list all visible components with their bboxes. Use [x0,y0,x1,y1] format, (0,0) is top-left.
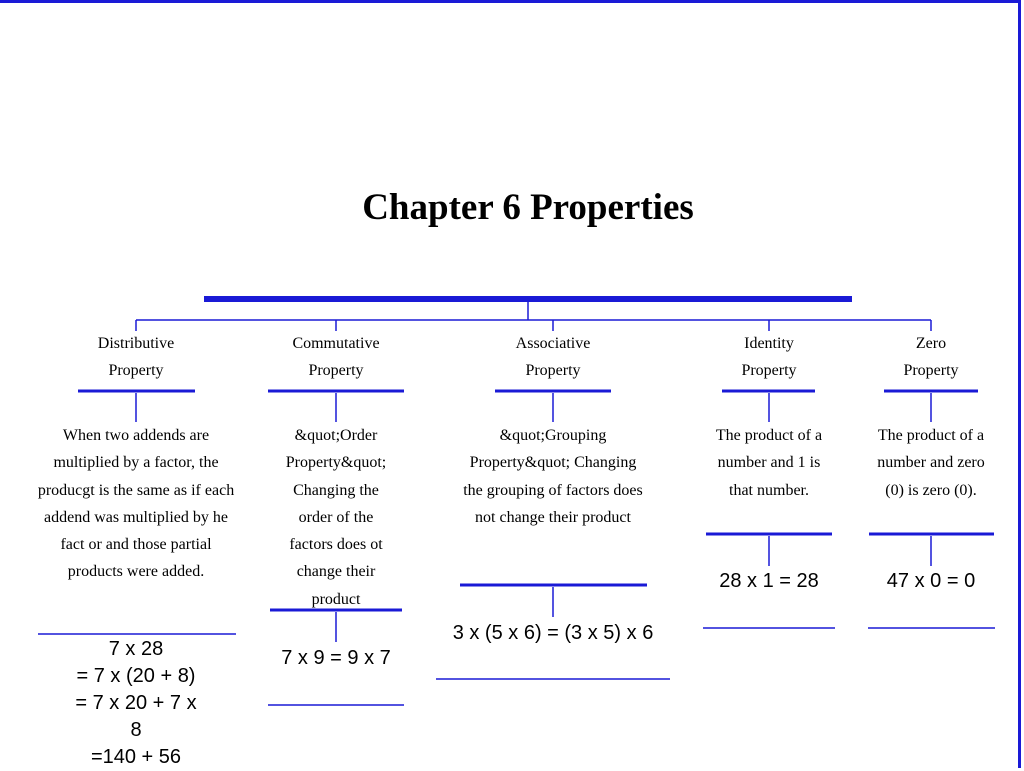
label-line: Property [308,362,364,379]
example-zero [856,568,1006,595]
example-line: 47 x 0 = 0 [886,570,976,592]
label-associative [493,330,613,384]
example-line: = 7 x 20 + 7 x [75,692,197,714]
label-line: Distributive [97,335,175,352]
description-associative: &quot;Grouping Property&quot; Changing the grouping of factors does not change their product [463,427,643,526]
example-line: 7 x 28 [108,638,164,660]
example-line: 3 x (5 x 6) = (3 x 5) x 6 [452,622,654,644]
label-line: Property [741,362,797,379]
label-line: Zero [915,335,947,352]
example-line: 28 x 1 = 28 [719,570,819,592]
label-zero [871,330,991,384]
example-distributive [56,636,216,771]
description-distributive: When two addends are multiplied by a factor, the producgt is the same as if each addend was multiplied by he fact or and those partial products were added. [37,427,235,581]
example-commutative [256,645,416,672]
label-line: Property [903,362,959,379]
description-commutative: &quot;Order Property&quot; Changing the order of the factors does ot change their product [285,427,387,608]
label-commutative [276,330,396,384]
label-line: Property [525,362,581,379]
label-distributive [76,330,196,384]
example-line: = 7 x (20 + 8) [76,665,196,687]
label-line: Property [108,362,164,379]
label-line: Commutative [292,335,380,352]
example-line: 8 [130,719,142,741]
label-line: Identity [744,335,794,352]
label-line: Associative [515,335,591,352]
example-line: 7 x 9 = 9 x 7 [281,647,391,669]
page-title: Chapter 6 Properties [362,187,694,228]
example-associative [423,620,683,647]
example-line: =140 + 56 [90,746,182,768]
example-identity [694,568,844,595]
description-zero: The product of a number and zero (0) is zero (0). [877,427,985,499]
description-identity: The product of a number and 1 is that number. [715,427,823,499]
label-identity [709,330,829,384]
